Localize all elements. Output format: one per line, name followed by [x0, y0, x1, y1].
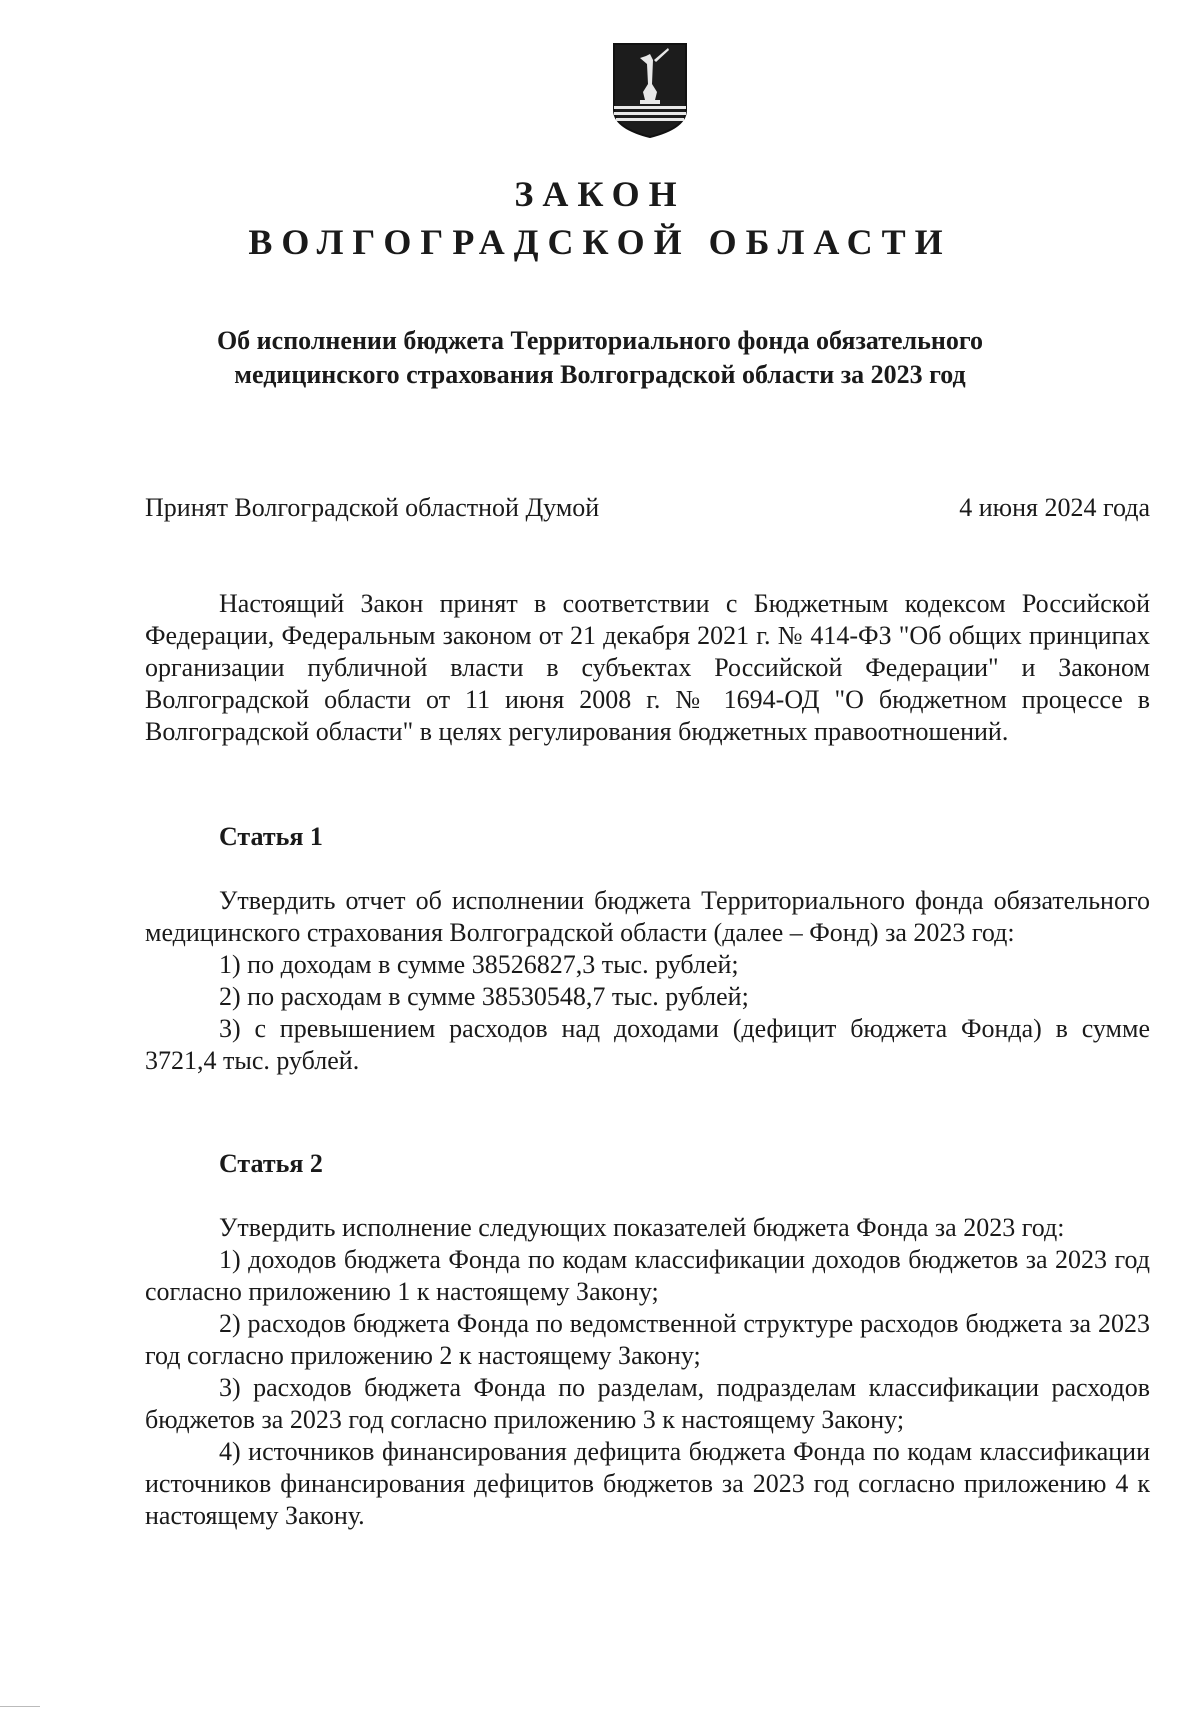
article-1-item: 1) по доходам в сумме 38526827,3 тыс. рублей;: [219, 950, 739, 979]
law-subject-line-1: Об исполнении бюджета Территориального фонда обязательного: [216, 326, 984, 355]
law-subject-line-2: медицинского страхования Волгоградской области за 2023 год: [234, 360, 966, 389]
article-1-item: 2) по расходам в сумме 38530548,7 тыс. рублей;: [219, 982, 749, 1011]
coat-of-arms-icon: [610, 40, 690, 140]
article-1-body: [145, 885, 1150, 1077]
issuing-region-title: ВОЛГОГРАДСКОЙ ОБЛАСТИ: [248, 222, 952, 262]
article-2-item: 2) расходов бюджета Фонда по ведомственной структуре расходов бюджета за 2023 год согласно приложению 2 к настоящему Закону;: [145, 1309, 1150, 1370]
preamble-paragraph: Настоящий Закон принят в соответствии с Бюджетным кодексом Российской Федерации, Федеральным законом от 21 декабря 2021 г. № 414-ФЗ "Об общих принципах организации публичной власти в субъектах Российской Федерации" и Законом Волгоградской области от 11 июня 2008 г. № 1694-ОД "О бюджетном процессе в Волгоградской области" в целях регулирования бюджетных правоотношений.: [145, 589, 1150, 746]
law-subject: [180, 324, 1020, 392]
article-1-item: 3) с превышением расходов над доходами (дефицит бюджета Фонда) в сумме 3721,4 тыс. рублей.: [145, 1014, 1150, 1075]
article-2-item: 1) доходов бюджета Фонда по кодам классификации доходов бюджетов за 2023 год согласно приложению 1 к настоящему Закону;: [145, 1245, 1150, 1306]
document-type-title: ЗАКОН: [514, 174, 686, 214]
article-2-item: 3) расходов бюджета Фонда по разделам, подразделам классификации расходов бюджетов за 2023 год согласно приложению 3 к настоящему Закону;: [145, 1373, 1150, 1434]
adopting-body: Принят Волгоградской областной Думой: [145, 493, 600, 522]
adoption-line: [145, 491, 1150, 525]
article-2-item: 4) источников финансирования дефицита бюджета Фонда по кодам классификации источников финансирования дефицитов бюджетов за 2023 год согласно приложению 4 к настоящему Закону.: [145, 1437, 1150, 1530]
article-1-intro: Утвердить отчет об исполнении бюджета Территориального фонда обязательного медицинского страхования Волгоградской области (далее – Фонд) за 2023 год:: [145, 886, 1150, 947]
scan-edge-mark: [0, 1706, 40, 1707]
article-1-heading: Статья 1: [219, 822, 323, 851]
article-2-heading: Статья 2: [219, 1149, 323, 1178]
adoption-date: 4 июня 2024 года: [959, 493, 1150, 522]
article-2-body: [145, 1212, 1150, 1532]
article-2-intro: Утвердить исполнение следующих показателей бюджета Фонда за 2023 год:: [219, 1213, 1065, 1242]
